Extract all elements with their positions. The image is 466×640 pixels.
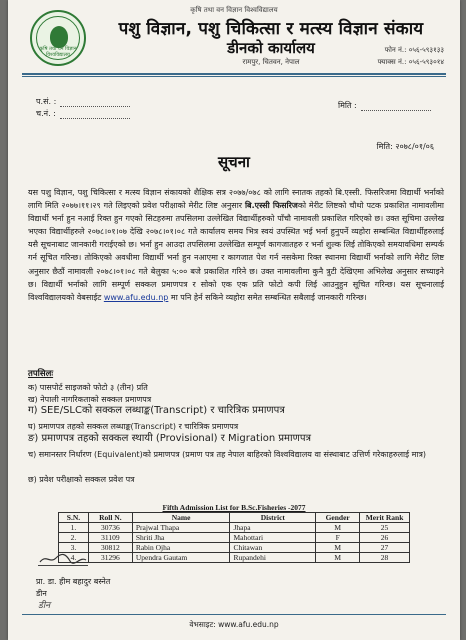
district-cell: Jhapa [230,523,316,533]
column-header: Gender [316,513,360,523]
signer-name: प्रा. डा. हीम बहादुर बस्नेत [36,577,111,586]
name-cell: Prajwal Thapa [132,523,230,533]
header-date [338,100,431,111]
requirements-heading: तपसिलः [28,369,54,379]
phone-number: फोन नं.: ०५६-५९३१३३ [384,46,444,54]
roll-cell: 30812 [88,543,132,553]
faculty-name: पशु विज्ञान, पशु चिकित्सा र मत्स्य विज्ञान संकाय [118,19,424,39]
body-text-1: यस पशु विज्ञान, पशु चिकित्सा र मत्स्य विज्ञान संकायको शैक्षिक सत्र २०७७/०७८ को लागि स्नातक तहको बि.एस्सी. फिसरिजमा विद्यार्थी भर्नाको लागि मिति २०७७।११।२९ गते लिइएको प्रवेश परीक्षाको मेरीट लिष्ट अनुसार [28,188,444,211]
serial-cell: 3. [59,543,89,553]
name-cell: Shriti Jha [132,533,230,543]
fax-number: फ्याक्स नं.: ०५६-५९३०१४ [377,58,444,66]
roll-cell: 31109 [88,533,132,543]
gender-cell: F [316,533,360,543]
signature-scribble-icon [38,552,88,566]
gender-cell: M [316,553,360,563]
requirement-item: ख) नेपाली नागरिकताको सक्कल प्रमाणपत्र [28,395,152,404]
rank-cell: 26 [360,533,410,543]
table-row [59,533,410,543]
table-row [59,553,410,563]
serial-cell: 4. [59,553,89,563]
column-header: District [230,513,316,523]
handwritten-signature [38,552,88,566]
table-row [59,543,410,553]
office-address: रामपुर, चितवन, नेपाल [242,58,300,66]
header-divider-thin [22,76,446,77]
serial-cell: 1. [59,523,89,533]
dispatch-line [60,118,130,119]
signer-role: डीन [36,589,47,598]
district-cell: Mahottari [230,533,316,543]
reference-label: प.सं. : [36,97,57,106]
notice-date: मिति: २०७८/०१/०६ [376,142,434,151]
body-text-3: मा पनि हेर्न सकिने व्यहोरा समेत सम्बन्धित सबैलाई जानकारी गरिन्छ। [170,292,367,302]
district-cell: Rupandehi [230,553,316,563]
rank-cell: 27 [360,543,410,553]
column-header: Name [132,513,230,523]
column-header: S.N. [59,513,89,523]
gender-cell: M [316,523,360,533]
requirement-item: च) समानस्तर निर्धारण (Equivalent)को प्रमाणपत्र (प्रमाण पत्र तह नेपाल बाहिरको विश्वविद्यालय वा संस्थाबाट उत्तिर्ण गरेकाहरुलाई मात्र) [28,450,426,459]
dispatch-number [36,108,130,119]
footer-divider [22,614,446,615]
requirement-item: ङ) प्रमाणपत्र तहको सक्कल स्थायी (Provisional) र Migration प्रमाणपत्र [28,433,312,444]
table-header-row [59,513,410,523]
district-cell: Chitawan [230,543,316,553]
dean-stamp: डीन [38,601,51,611]
website-link[interactable]: www.afu.edu.np [103,292,169,302]
name-cell: Rabin Ojha [132,543,230,553]
program-name: बि.एस्सी फिसरिज [244,201,298,211]
header-date-label: मिति : [338,101,357,110]
admission-list-title: Fifth Admission List for B.Sc.Fisheries -2077 [162,503,306,512]
reference-number [36,96,130,107]
name-cell: Upendra Gautam [132,553,230,563]
table-row [59,523,410,533]
notice-title: सूचना [218,153,250,171]
office-name: डीनको कार्यालय [227,39,315,57]
column-header: Merit Rank [360,513,410,523]
requirement-item: ग) SEE/SLCको सक्कल लब्धाङ्क(Transcript) र चारित्रिक प्रमाणपत्र [28,405,285,416]
admission-list-table [58,512,410,563]
serial-cell: 2. [59,533,89,543]
rank-cell: 28 [360,553,410,563]
notice-page [8,0,460,640]
roll-cell: 30736 [88,523,132,533]
university-name: कृषि तथा वन विज्ञान विश्वविद्यालय [190,6,278,14]
requirement-item: घ) प्रमाणपत्र तहको सक्कल लब्धाङ्क(Transcript) र चारित्रिक प्रमाणपत्र [28,422,239,431]
logo-caption: कृषि तथा वन विज्ञान विश्वविद्यालय [39,46,77,58]
reference-line [60,106,130,107]
header-divider [22,73,446,75]
gender-cell: M [316,543,360,553]
requirement-item: छ) प्रवेश परीक्षाको सक्कल प्रवेश पत्र [28,475,135,484]
dispatch-label: च.नं. : [36,109,56,118]
university-logo [30,10,86,66]
header-date-line [361,110,431,111]
requirement-item: क) पासपोर्ट साइजको फोटो ३ (तीन) प्रति [28,383,148,392]
logo-emblem-icon [50,26,68,48]
rank-cell: 25 [360,523,410,533]
roll-cell: 31296 [88,553,132,563]
body-text-2: को मेरीट लिष्टको चौथो पटक प्रकाशित नामावलीमा विद्यार्थी भर्ना हुन नआई रिक्त हुन गएको सिटहरुमा तपसिलमा उल्लेखित विद्यार्थीहरुको पाँचौ नामावली प्रकाशित गरिएको छ। उक्त सूचिमा उल्लेख भएका विद्यार्थीहरुले २०७८।०१।०७ देखि २०७८।०१।०८ गते कार्यालय समय भित्र स्वयं उपस्थित भई भर्ना हुनुपर्ने व्यहोरा सम्बन्धित विद्यार्थीहरुलाई यसै सूचनाबाट जानकारी गराईएको छ। भर्ना हुन आउदा तपसिलमा उल्लेखित सम्पूर्ण कागजातहरु र भर्ना शुल्क लिई तोकिएको समयावधिमा सम्पर्क गर्न सूचित गरिन्छ। तोकिएको अवधीमा विद्यार्थी भर्ना हुन नआएमा र कागजात पेश गर्न नसकेमा रिक्त स्थानमा विद्यार्थी भर्नाको लागि मेरीट लिष्ट अनुसार छैठौं नामावली २०७८।०१।०८ गते बेलुका ५:०० बजे प्रकाशित गरिने छ। उक्त नामावलीमा कुनै त्रुटी देखिएमा अभिलेख अनुसार सच्याइने छ। विद्यार्थी भर्नाको लागि सम्पूर्ण सक्कल प्रमाणपत्र र सोको एक एक प्रति फोटो कपी लिई आउनुहुन सूचित गरिन्छ। यस सूचनालाई विश्वविद्यालयको वेबसाईट [28,201,444,302]
column-header: Roll N. [88,513,132,523]
notice-body [28,186,444,304]
footer-website: वेभसाइट: www.afu.edu.np [189,620,279,629]
